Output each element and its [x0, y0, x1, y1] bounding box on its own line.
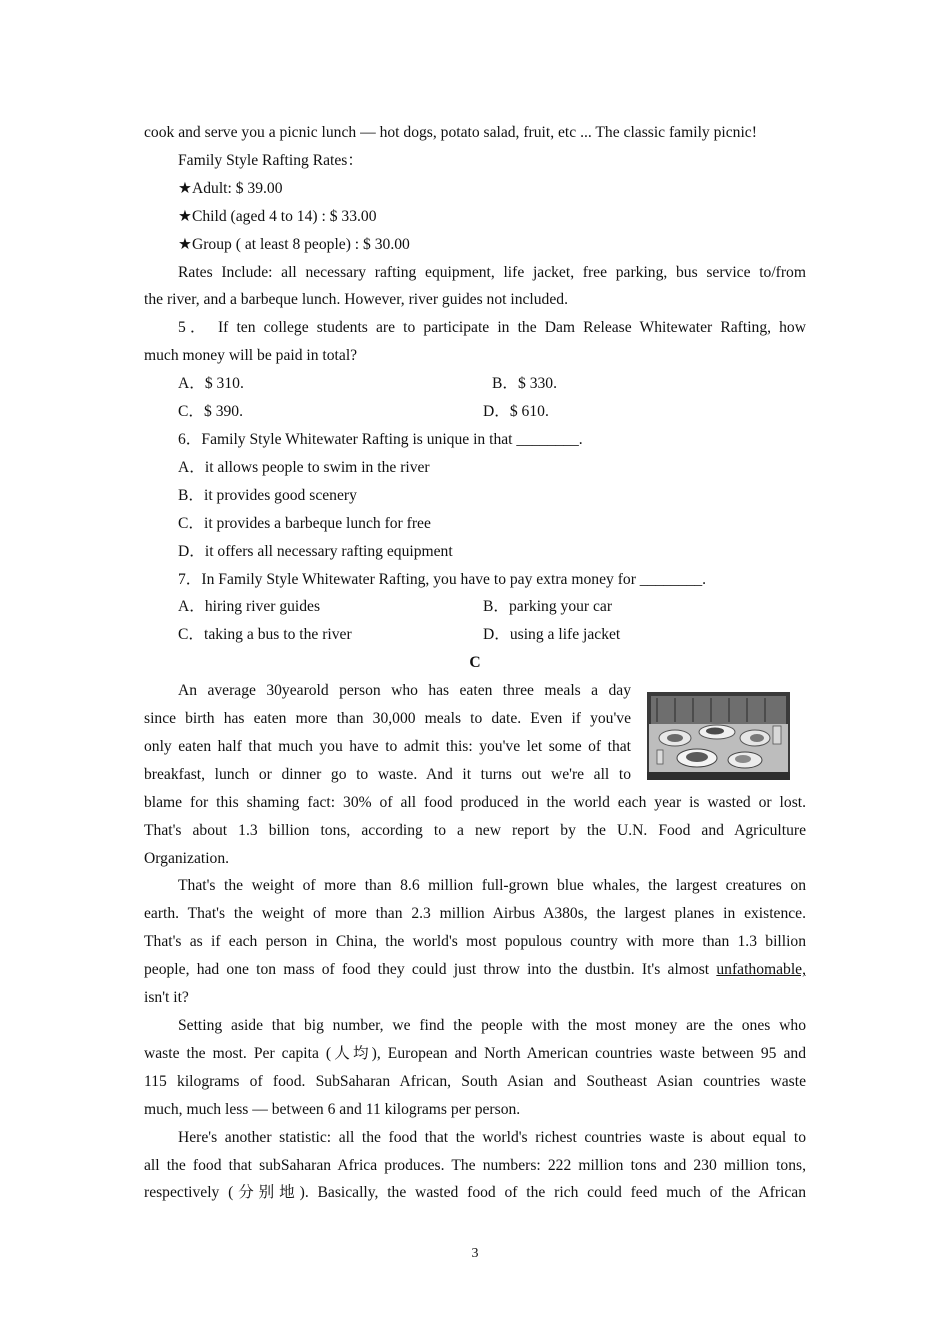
paragraph-line: much, much less — between 6 and 11 kilograms per person.	[144, 1100, 521, 1118]
rate-adult: ★Adult: $ 39.00	[178, 179, 283, 197]
document-page	[144, 119, 806, 1207]
question-6: 6．Family Style Whitewater Rafting is unique in that ________.	[178, 430, 583, 448]
paragraph-line	[144, 956, 806, 984]
option-b: B．$ 330.	[492, 375, 557, 393]
option-d: D．using a life jacket	[483, 626, 621, 644]
option-c: C．taking a bus to the river	[178, 626, 352, 644]
paragraph-line: Here's another statistic: all the food that the world's richest countries waste is about equal to	[178, 1128, 806, 1146]
option-a: A．$ 310.	[178, 375, 244, 393]
question-7: 7．In Family Style Whitewater Rafting, you have to pay extra money for ________.	[178, 570, 707, 588]
option-b: B．parking your car	[483, 598, 613, 616]
option-d: D．it offers all necessary rafting equipment	[178, 542, 453, 560]
paragraph-line: blame for this shaming fact: 30% of all food produced in the world each year is wasted or lost.	[144, 793, 806, 811]
underlined-word: unfathomable,	[716, 961, 806, 979]
paragraph-line: Setting aside that big number, we find the people with the most money are the ones who	[178, 1017, 806, 1034]
rates-include-line: Rates Include: all necessary rafting equipment, life jacket, free parking, bus service to/from	[178, 263, 806, 281]
paragraph-line: waste the most. Per capita (人均), European and North American countries waste between 95 and	[144, 1044, 806, 1062]
rates-include-line: the river, and a barbeque lunch. However, river guides not included.	[144, 291, 568, 309]
paragraph-line: That's as if each person in China, the world's most populous country with more than 1.3 billion	[144, 933, 806, 951]
q5-options-row	[144, 398, 806, 426]
rate-child: ★Child (aged 4 to 14) : $ 33.00	[178, 207, 377, 225]
option-a: A．it allows people to swim in the river	[178, 458, 430, 476]
paragraph-line: isn't it?	[144, 989, 189, 1007]
food-waste-photo	[647, 686, 790, 780]
rates-title: Family Style Rafting Rates：	[178, 151, 363, 169]
option-c: C．$ 390.	[178, 403, 243, 421]
text-line: cook and serve you a picnic lunch — hot dogs, potato salad, fruit, etc ... The classic family picnic!	[144, 124, 757, 141]
option-a: A．hiring river guides	[178, 598, 321, 616]
paragraph-line: That's the weight of more than 8.6 million full-grown blue whales, the largest creatures on	[178, 877, 806, 895]
option-b: B．it provides good scenery	[178, 486, 357, 504]
question-5: 5． If ten college students are to participate in the Dam Release Whitewater Rafting, how	[178, 319, 806, 337]
paragraph-line: since birth has eaten more than 30,000 meals to date. Even if you've	[144, 710, 631, 728]
q7-options-row	[144, 593, 806, 621]
paragraph-line: breakfast, lunch or dinner go to waste. And it turns out we're all to	[144, 765, 631, 783]
paragraph-line: An average 30yearold person who has eaten three meals a day	[178, 682, 631, 700]
rate-group: ★Group ( at least 8 people) : $ 30.00	[178, 235, 410, 253]
paragraph-line: 115 kilograms of food. SubSaharan African, South Asian and Southeast Asian countries waste	[144, 1072, 806, 1090]
paragraph-line: only eaten half that much you have to admit this: you've let some of that	[144, 737, 631, 755]
paragraph-line: That's about 1.3 billion tons, according to a new report by the U.N. Food and Agriculture	[144, 821, 806, 839]
q7-options-row	[144, 621, 806, 649]
paragraph-line: earth. That's the weight of more than 2.3 million Airbus A380s, the largest planes in existence.	[144, 905, 806, 923]
paragraph-line: all the food that subSaharan Africa produces. The numbers: 222 million tons and 230 million tons,	[144, 1156, 806, 1174]
paragraph-line: Organization.	[144, 849, 230, 867]
section-heading: C	[469, 654, 481, 672]
question-5-cont: much money will be paid in total?	[144, 347, 358, 365]
option-d: D．$ 610.	[483, 403, 549, 421]
paragraph-line: respectively (分别地). Basically, the wasted food of the rich could feed much of the African	[144, 1184, 806, 1202]
q5-options-row	[144, 370, 806, 398]
page-number: 3	[471, 1246, 479, 1261]
option-c: C．it provides a barbeque lunch for free	[178, 514, 431, 532]
paragraph-text: people, had one ton mass of food they could just throw into the dustbin. It's almost	[144, 961, 717, 979]
